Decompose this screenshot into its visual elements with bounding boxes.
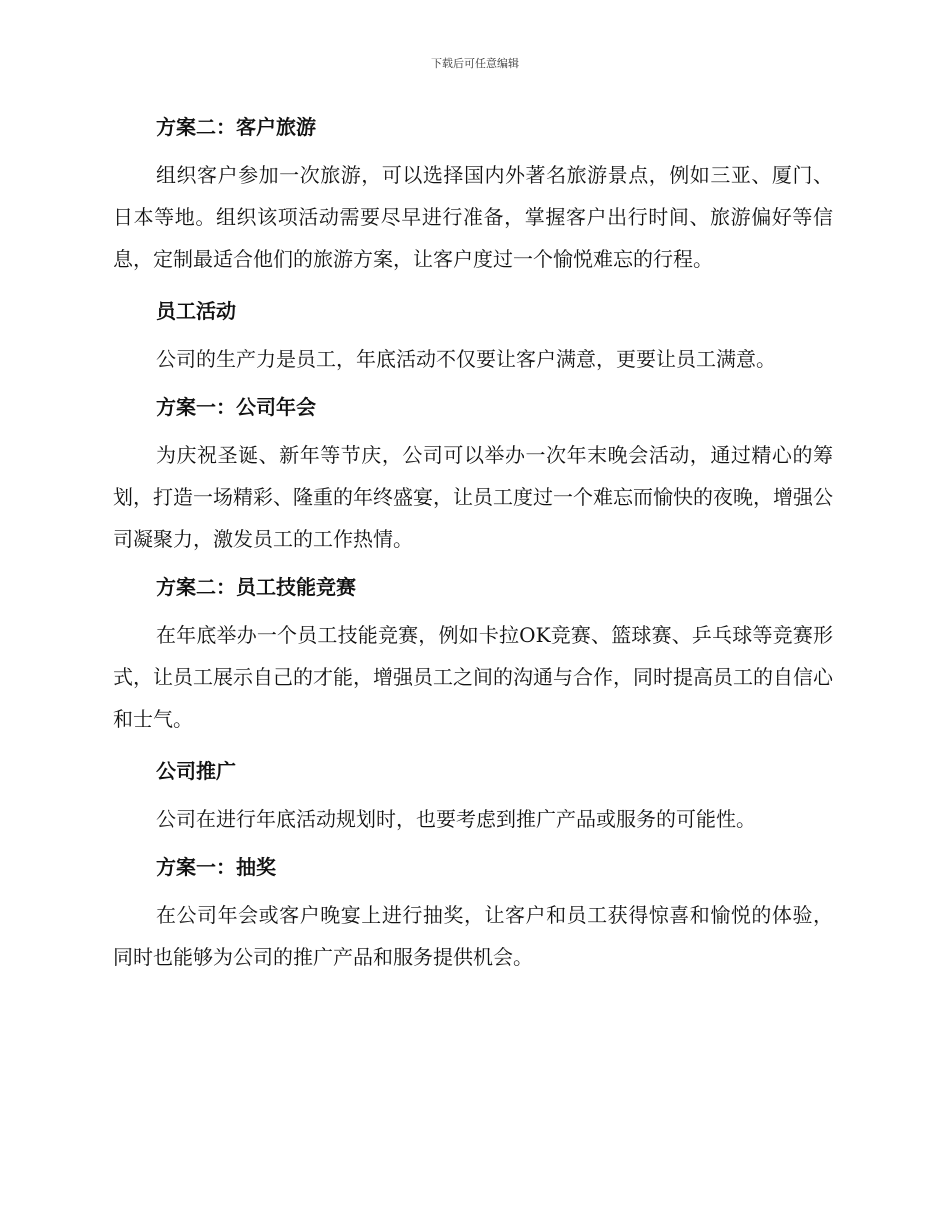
paragraph-annual-party: 为庆祝圣诞、新年等节庆，公司可以举办一次年末晚会活动，通过精心的筹划，打造一场精彩、隆重的年终盛宴，让员工度过一个难忘而愉快的夜晚，增强公司凝聚力，激发员工的工作热情。 xyxy=(113,443,833,551)
heading-annual-party: 方案一：公司年会 xyxy=(156,395,316,419)
paragraph-customer-travel: 组织客户参加一次旅游，可以选择国内外著名旅游景点，例如三亚、厦门、日本等地。组织该项活动需要尽早进行准备，掌握客户出行时间、旅游偏好等信息，定制最适合他们的旅游方案，让客户度过一个愉悦难忘的行程。 xyxy=(113,163,833,271)
paragraph-company-promotion: 公司在进行年底活动规划时，也要考虑到推广产品或服务的可能性。 xyxy=(156,807,756,831)
heading-company-promotion: 公司推广 xyxy=(156,759,236,783)
paragraph-lottery: 在公司年会或客户晚宴上进行抽奖，让客户和员工获得惊喜和愉悦的体验，同时也能够为公司的推广产品和服务提供机会。 xyxy=(113,903,833,969)
paragraph-skills-contest: 在年底举办一个员工技能竞赛，例如卡拉OK竞赛、篮球赛、乒乓球等竞赛形式，让员工展示自己的才能，增强员工之间的沟通与合作，同时提高员工的自信心和士气。 xyxy=(113,623,833,731)
heading-customer-travel: 方案二：客户旅游 xyxy=(156,115,316,139)
heading-lottery: 方案一：抽奖 xyxy=(156,855,276,879)
heading-skills-contest: 方案二：员工技能竞赛 xyxy=(156,575,356,599)
heading-employee-activities: 员工活动 xyxy=(156,299,236,323)
page-header: 下载后可任意编辑 xyxy=(431,57,519,70)
document-body xyxy=(113,110,833,978)
paragraph-employee-activities: 公司的生产力是员工，年底活动不仅要让客户满意，更要让员工满意。 xyxy=(156,347,776,371)
